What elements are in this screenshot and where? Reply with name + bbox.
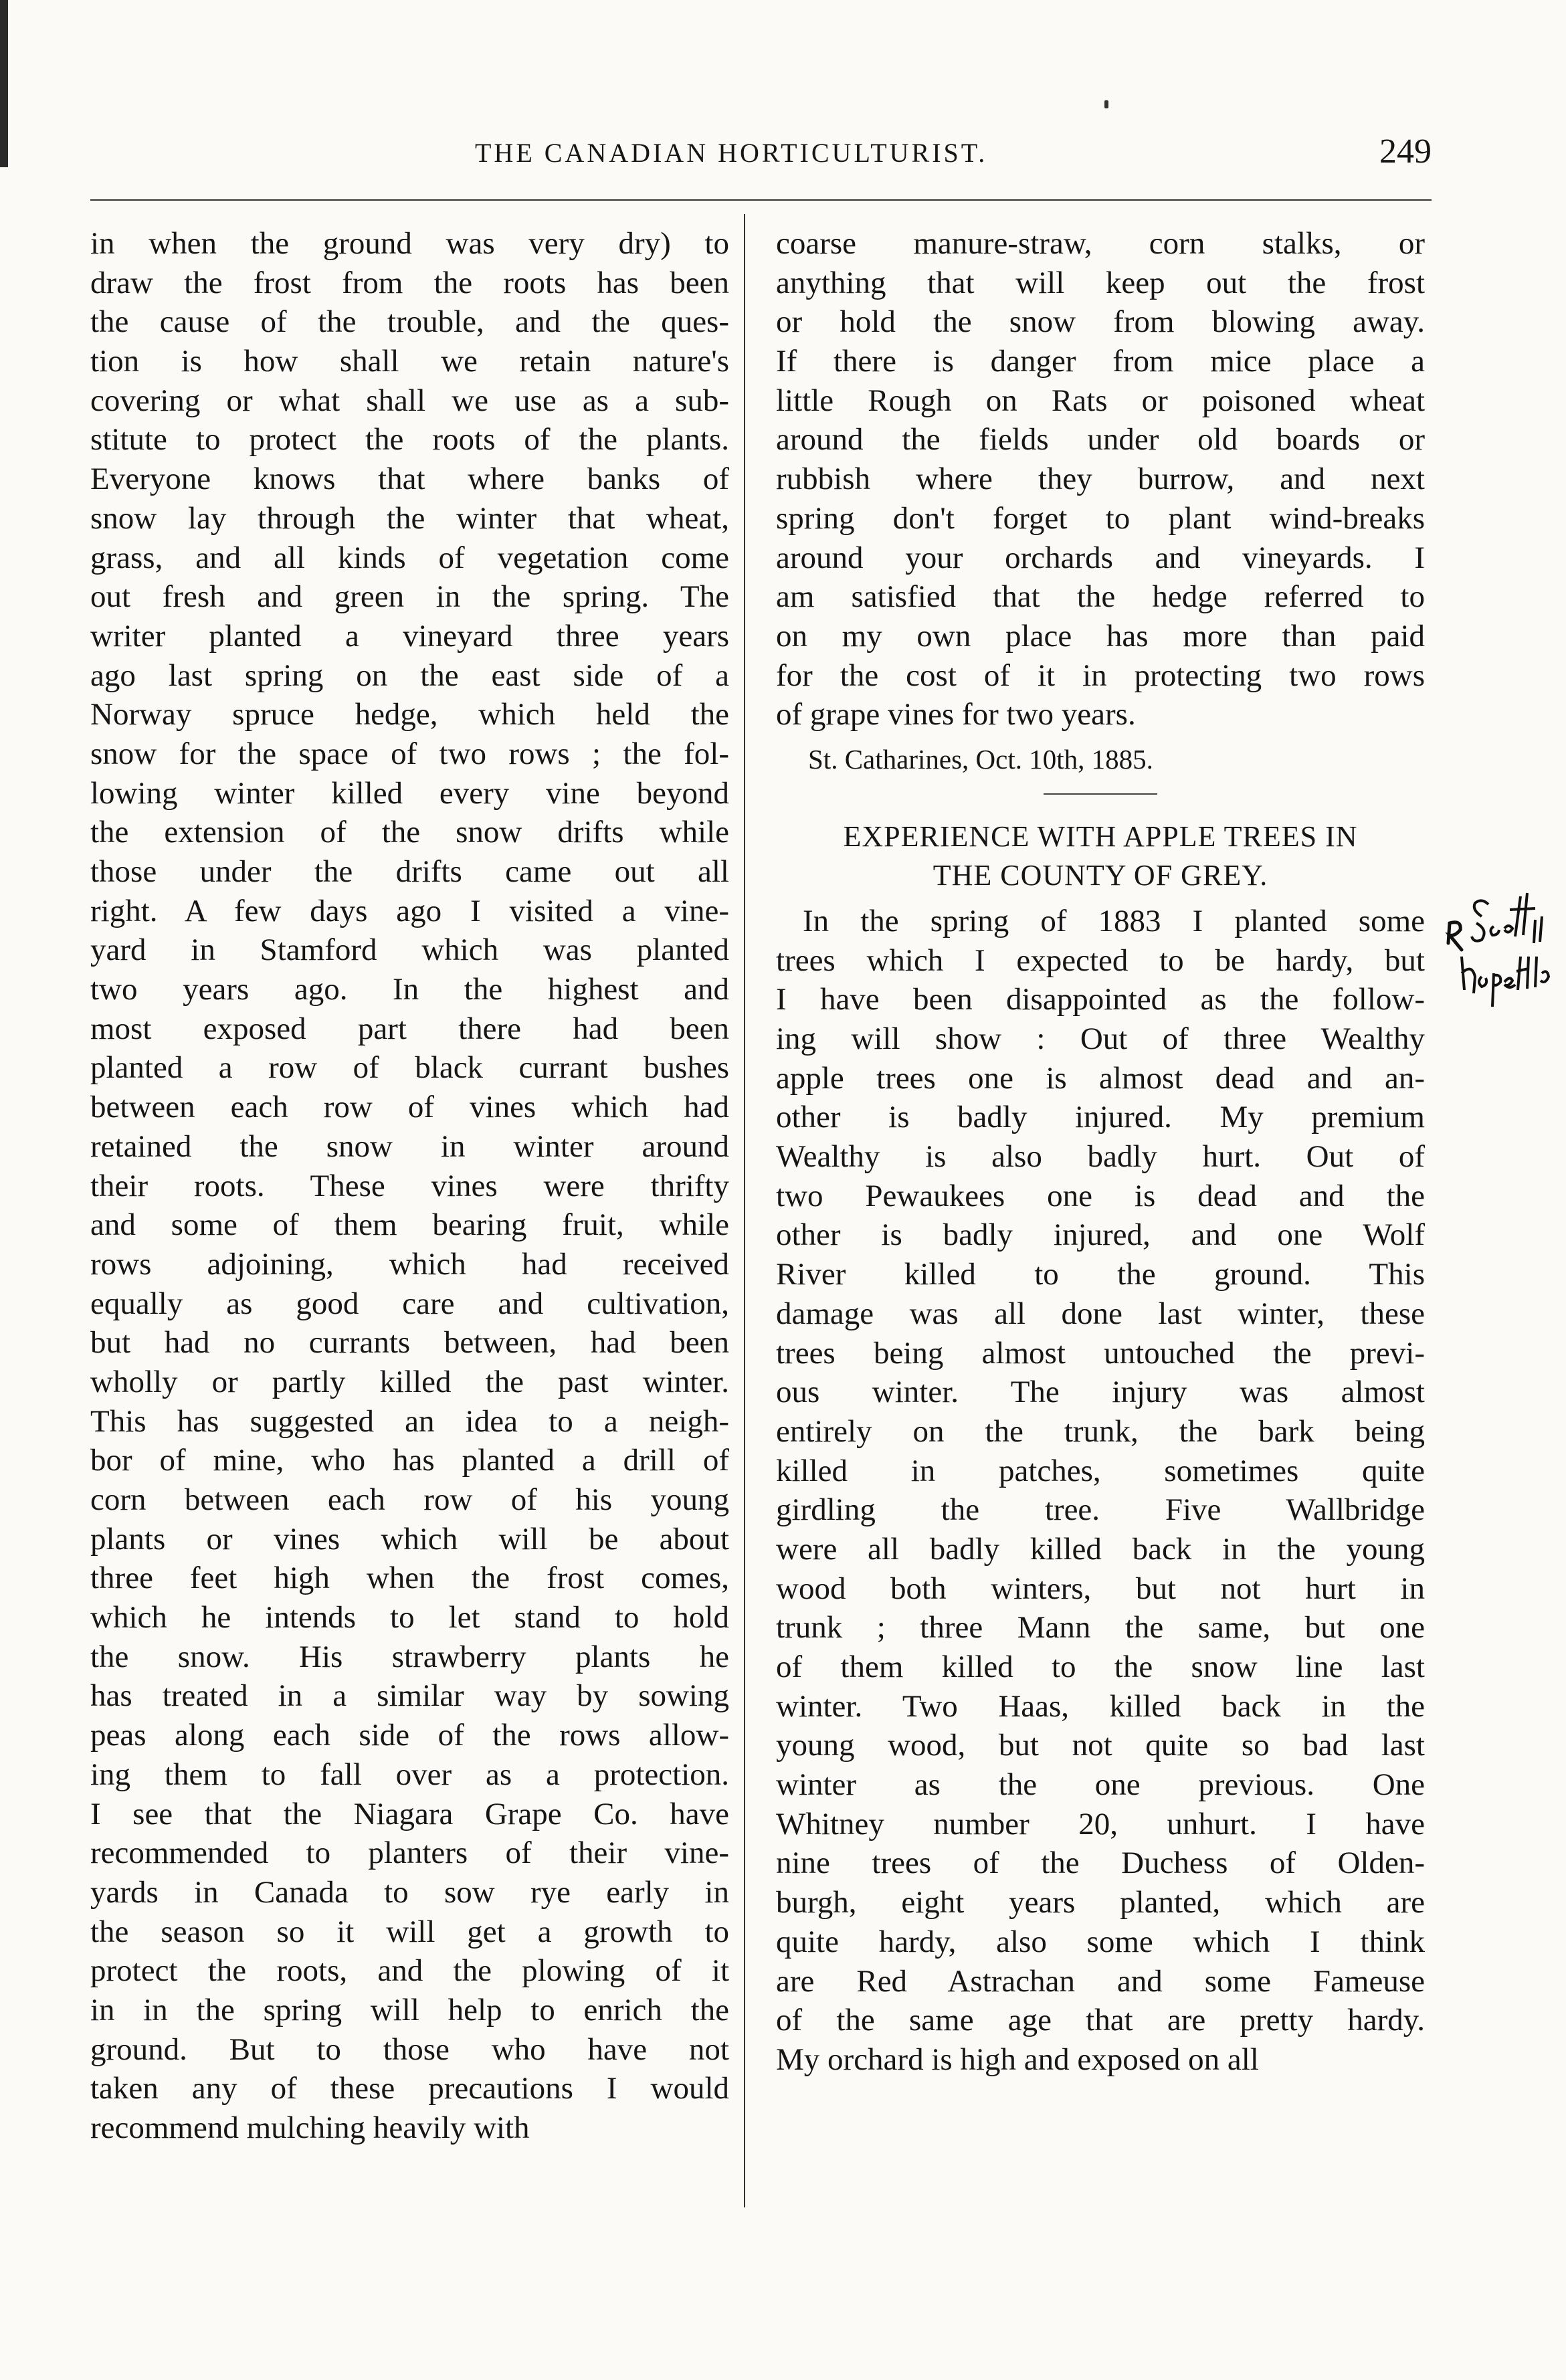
text-line: corn between each row of his young <box>90 1482 729 1517</box>
text-line: little Rough on Rats or poisoned wheat <box>776 383 1425 418</box>
text-line: two Pewaukees one is dead and the <box>776 1178 1425 1213</box>
text-line: their roots. These vines were thrifty <box>90 1168 729 1203</box>
text-line: This has suggested an idea to a neigh- <box>90 1403 729 1439</box>
article-heading-line-1: EXPERIENCE WITH APPLE TREES IN <box>843 819 1358 853</box>
text-line: grass, and all kinds of vegetation come <box>90 540 729 575</box>
text-line: for the cost of it in protecting two rows <box>776 658 1425 693</box>
text-line: recommend mulching heavily with <box>90 2110 530 2145</box>
text-line: on my own place has more than paid <box>776 618 1425 654</box>
right-column-text-continued <box>776 224 1425 734</box>
text-line: winter. Two Haas, killed back in the <box>776 1688 1425 1724</box>
text-line: other is badly injured. My premium <box>776 1100 1425 1135</box>
text-line: If there is danger from mice place a <box>776 344 1425 379</box>
text-line: retained the snow in winter around <box>90 1128 729 1164</box>
text-line: Whitney number 20, unhurt. I have <box>776 1806 1425 1842</box>
text-line: draw the frost from the roots has been <box>90 265 729 300</box>
text-line: rows adjoining, which had received <box>90 1246 729 1282</box>
text-line: in in the spring will help to enrich the <box>90 1992 729 2027</box>
text-line: the cause of the trouble, and the ques- <box>90 304 729 340</box>
text-line: anything that will keep out the frost <box>776 265 1425 300</box>
text-line: writer planted a vineyard three years <box>90 618 729 654</box>
text-line: rubbish where they burrow, and next <box>776 462 1425 497</box>
text-line: I see that the Niagara Grape Co. have <box>90 1796 729 1831</box>
text-line: of the same age that are pretty hardy. <box>776 2003 1425 2038</box>
text-line: wholly or partly killed the past winter. <box>90 1364 729 1399</box>
text-line: young wood, but not quite so bad last <box>776 1728 1425 1763</box>
text-line: snow for the space of two rows ; the fol- <box>90 736 729 771</box>
scan-edge-mark <box>0 0 8 167</box>
text-line: but had no currants between, had been <box>90 1325 729 1361</box>
text-line: ous winter. The injury was almost <box>776 1375 1425 1410</box>
handwriting-scribble <box>1435 856 1555 1017</box>
text-line: am satisfied that the hedge referred to <box>776 579 1425 615</box>
text-line: ground. But to those who have not <box>90 2031 729 2067</box>
text-line: equally as good care and cultivation, <box>90 1286 729 1321</box>
text-line: those under the drifts came out all <box>90 854 729 889</box>
text-line: most exposed part there had been <box>90 1011 729 1046</box>
text-line: the extension of the snow drifts while <box>90 815 729 850</box>
article-heading-line-2: THE COUNTY OF GREY. <box>933 858 1268 892</box>
text-line: three feet high when the frost comes, <box>90 1561 729 1596</box>
scan-speck <box>1104 100 1108 108</box>
text-line: other is badly injured, and one Wolf <box>776 1217 1425 1253</box>
page-number: 249 <box>1379 132 1432 171</box>
text-line: burgh, eight years planted, which are <box>776 1885 1425 1920</box>
text-line: plants or vines which will be about <box>90 1521 729 1557</box>
text-line: are Red Astrachan and some Fameuse <box>776 1963 1425 1999</box>
text-line: has treated in a similar way by sowing <box>90 1678 729 1714</box>
text-line: lowing winter killed every vine beyond <box>90 775 729 811</box>
left-column <box>90 224 729 2148</box>
text-line: spring don't forget to plant wind-breaks <box>776 500 1425 536</box>
column-divider <box>744 214 745 2207</box>
header-rule <box>90 199 1432 201</box>
text-line: peas along each side of the rows allow- <box>90 1718 729 1753</box>
text-line: Wealthy is also badly hurt. Out of <box>776 1139 1425 1175</box>
text-line: around the fields under old boards or <box>776 422 1425 458</box>
article-signature: St. Catharines, Oct. 10th, 1885. <box>808 743 1153 775</box>
right-column <box>776 224 1425 2080</box>
text-line: ago last spring on the east side of a <box>90 658 729 693</box>
text-line: which he intends to let stand to hold <box>90 1600 729 1635</box>
page-header <box>87 132 1432 184</box>
text-line: Everyone knows that where banks of <box>90 462 729 497</box>
text-line: the season so it will get a growth to <box>90 1914 729 1949</box>
text-line: I have been disappointed as the follow- <box>776 982 1425 1017</box>
text-line: River killed to the ground. This <box>776 1257 1425 1292</box>
text-line: quite hardy, also some which I think <box>776 1924 1425 1959</box>
text-line: around your orchards and vineyards. I <box>776 540 1425 575</box>
article-body <box>776 902 1425 2080</box>
text-line: trees which I expected to be hardy, but <box>776 943 1425 978</box>
text-line: were all badly killed back in the young <box>776 1531 1425 1567</box>
text-line: of grape vines for two years. <box>776 697 1136 732</box>
text-line: ing them to fall over as a protection. <box>90 1757 729 1792</box>
text-line: out fresh and green in the spring. The <box>90 579 729 615</box>
text-line: planted a row of black currant bushes <box>90 1050 729 1086</box>
text-line: In the spring of 1883 I planted some <box>803 903 1425 938</box>
text-line: between each row of vines which had <box>90 1090 729 1125</box>
text-line: trees being almost untouched the previ- <box>776 1335 1425 1371</box>
text-line: taken any of these precautions I would <box>90 2071 729 2106</box>
text-line: two years ago. In the highest and <box>90 972 729 1007</box>
text-line: stitute to protect the roots of the plants. <box>90 422 729 458</box>
text-line: and some of them bearing fruit, while <box>90 1207 729 1243</box>
handwritten-annotation <box>1435 856 1555 1017</box>
text-line: in when the ground was very dry) to <box>90 226 729 261</box>
text-line: right. A few days ago I visited a vine- <box>90 893 729 928</box>
text-line: ing will show : Out of three Wealthy <box>776 1021 1425 1056</box>
text-line: or hold the snow from blowing away. <box>776 304 1425 340</box>
text-line: wood both winters, but not hurt in <box>776 1571 1425 1606</box>
section-separator <box>776 780 1425 803</box>
running-title: THE CANADIAN HORTICULTURIST. <box>475 138 988 168</box>
text-line: the snow. His strawberry plants he <box>90 1639 729 1674</box>
text-line: winter as the one previous. One <box>776 1767 1425 1803</box>
text-line: yards in Canada to sow rye early in <box>90 1874 729 1910</box>
text-line: yard in Stamford which was planted <box>90 932 729 968</box>
text-line: Norway spruce hedge, which held the <box>90 697 729 732</box>
text-line: entirely on the trunk, the bark being <box>776 1413 1425 1449</box>
text-line: girdling the tree. Five Wallbridge <box>776 1492 1425 1528</box>
text-line: recommended to planters of their vine- <box>90 1836 729 1871</box>
text-line: of them killed to the snow line last <box>776 1650 1425 1684</box>
text-line: trunk ; three Mann the same, but one <box>776 1610 1425 1646</box>
text-line: apple trees one is almost dead and an- <box>776 1060 1425 1096</box>
text-line: nine trees of the Duchess of Olden- <box>776 1846 1425 1881</box>
text-line: snow lay through the winter that wheat, <box>90 500 729 536</box>
text-line: bor of mine, who has planted a drill of <box>90 1443 729 1478</box>
text-line: My orchard is high and exposed on all <box>776 2042 1259 2077</box>
text-line: tion is how shall we retain nature's <box>90 344 729 379</box>
text-line: coarse manure-straw, corn stalks, or <box>776 226 1425 261</box>
text-line: killed in patches, sometimes quite <box>776 1453 1425 1488</box>
text-line: damage was all done last winter, these <box>776 1296 1425 1331</box>
text-line: covering or what shall we use as a sub- <box>90 383 729 418</box>
text-line: protect the roots, and the plowing of it <box>90 1953 729 1989</box>
